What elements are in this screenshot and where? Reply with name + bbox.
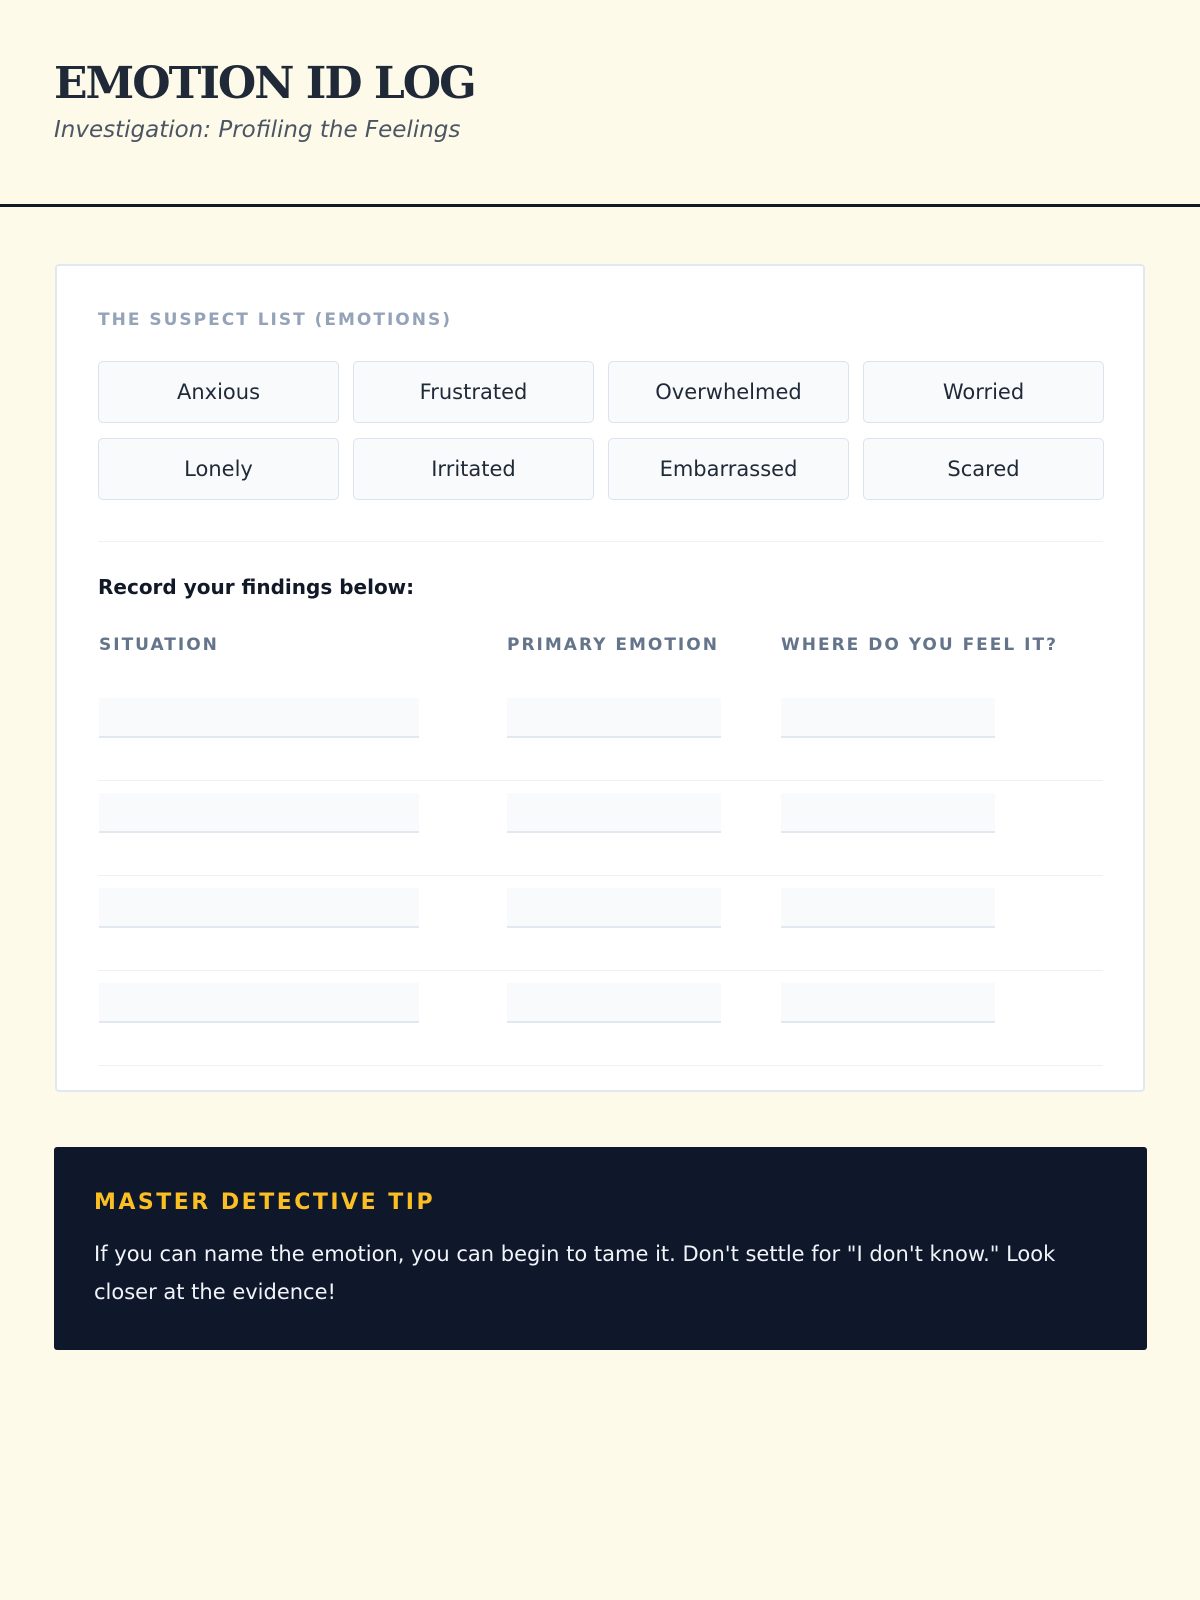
situation-input[interactable] (99, 983, 419, 1023)
tip-title: MASTER DETECTIVE TIP (94, 1190, 436, 1215)
detective-tip-box (54, 1147, 1147, 1350)
primary-emotion-input[interactable] (507, 983, 721, 1023)
emotion-chip[interactable]: Anxious (98, 361, 339, 423)
body-location-input[interactable] (781, 698, 995, 738)
emotion-chip[interactable]: Lonely (98, 438, 339, 500)
emotion-chip[interactable]: Overwhelmed (608, 361, 849, 423)
column-header-body-location: WHERE DO YOU FEEL IT? (781, 635, 1058, 655)
findings-instructions: Record your findings below: (98, 575, 415, 599)
emotion-chip[interactable]: Frustrated (353, 361, 594, 423)
log-card (55, 264, 1145, 1092)
findings-row (98, 971, 1103, 1066)
emotion-chip[interactable]: Embarrassed (608, 438, 849, 500)
tip-text: If you can name the emotion, you can begin to tame it. Don't settle for "I don't know." Look closer at the evidence! (94, 1242, 1056, 1304)
situation-input[interactable] (99, 793, 419, 833)
emotion-chip[interactable]: Irritated (353, 438, 594, 500)
findings-row (98, 686, 1103, 781)
body-location-input[interactable] (781, 888, 995, 928)
column-header-situation: SITUATION (99, 635, 219, 655)
situation-input[interactable] (99, 888, 419, 928)
section-divider (98, 541, 1103, 542)
emotion-chip[interactable]: Worried (863, 361, 1104, 423)
emotion-grid (98, 361, 1103, 500)
findings-row (98, 876, 1103, 971)
page-header (0, 0, 1200, 207)
body-location-input[interactable] (781, 983, 995, 1023)
page-subtitle: Investigation: Profiling the Feelings (54, 117, 461, 143)
situation-input[interactable] (99, 698, 419, 738)
column-header-primary-emotion: PRIMARY EMOTION (507, 635, 719, 655)
body-location-input[interactable] (781, 793, 995, 833)
page-title: EMOTION ID LOG (54, 58, 475, 109)
primary-emotion-input[interactable] (507, 793, 721, 833)
emotion-chip[interactable]: Scared (863, 438, 1104, 500)
suspect-list-label: THE SUSPECT LIST (EMOTIONS) (98, 310, 452, 330)
primary-emotion-input[interactable] (507, 698, 721, 738)
primary-emotion-input[interactable] (507, 888, 721, 928)
findings-row (98, 781, 1103, 876)
